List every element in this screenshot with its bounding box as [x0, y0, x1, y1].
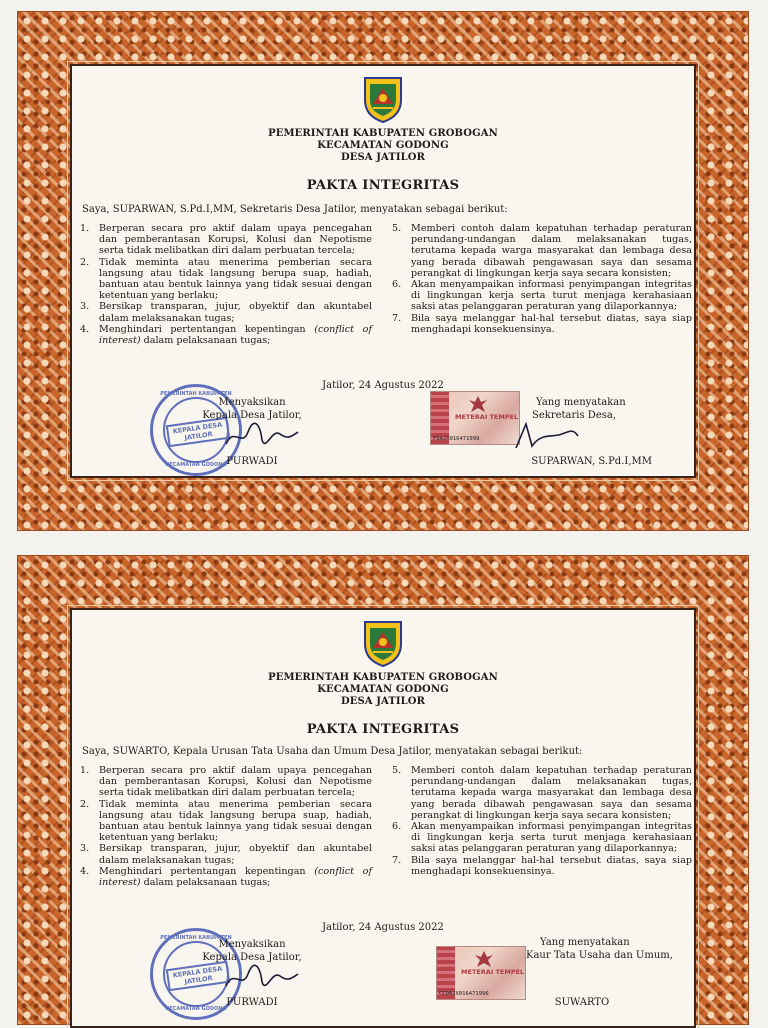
list-item: 5. Memberi contoh dalam kepatuhan terhadap peraturan perundang-undangan dalam melaksanakan tugas, terutama kepada warga masyarakat dan lembaga desa yang berada dibawah pengawasan saya dan sesama perangkat di lingkungan kerja saya secara konsisten; [392, 765, 692, 821]
declarant-name: SUPARWAN, S.Pd.I,MM [531, 456, 652, 467]
list-item: 4. Menghindari pertentangan kepentingan (conflict of interest) dalam pelaksanaan tugas; [80, 865, 372, 889]
meterai-duty-stamp-icon: METERAI TEMPEL F3AJX016471999 [430, 391, 520, 445]
intro-statement: Saya, SUWARTO, Kepala Urusan Tata Usaha dan Umum Desa Jatilor, menyatakan sebagai berikut: [82, 746, 583, 757]
list-item: 4. Menghindari pertentangan kepentingan (conflict of interest) dalam pelaksanaan tugas; [80, 323, 372, 347]
signing-date: Jatilor, 24 Agustus 2022 [322, 380, 444, 391]
list-item: 3. Bersikap transparan, jujur, obyektif dan akuntabel dalam melaksanakan tugas; [80, 301, 372, 324]
header-block [72, 672, 694, 708]
document-title: PAKTA INTEGRITAS [306, 178, 460, 193]
header-block [72, 128, 694, 164]
signature-icon [222, 960, 302, 996]
list-item: 5. Memberi contoh dalam kepatuhan terhadap peraturan perundang-undangan dalam melaksanakan tugas, terutama kepada warga masyarakat dan lembaga desa yang berada dibawah pengawasan saya dan sesama perangkat di lingkungan kerja saya secara konsisten; [392, 223, 692, 279]
list-item: 1. Berperan secara pro aktif dalam upaya pencegahan dan pemberantasan Korupsi, Kolusi dan Nepotisme serta tidak melibatkan diri dalam perbuatan tercela; [80, 765, 372, 799]
declarant-title: Kaur Tata Usaha dan Umum, [526, 950, 673, 961]
witness-name: PURWADI [226, 456, 278, 467]
meterai-duty-stamp-icon: METERAI TEMPEL CCDAJX016471996 [436, 946, 526, 1000]
certificate-suwarto [18, 556, 748, 1024]
header-village: DESA JATILOR [340, 152, 426, 163]
declarant-title: Sekretaris Desa, [532, 410, 617, 421]
list-item: 6. Akan menyampaikan informasi penyimpangan integritas di lingkungan kerja serta turut menjaga kerahasiaan saksi atas pelanggaran peraturan yang dilaporkannya; [392, 279, 692, 313]
village-head-stamp-icon: PEMERINTAH KABUPATEN KEPALA DESA JATILOR KECAMATAN GODONG [150, 928, 242, 1020]
list-item: 7. Bila saya melanggar hal-hal tersebut diatas, saya siap menghadapi konsekuensinya. [392, 312, 692, 335]
certificate-body [70, 64, 696, 478]
witness-name: PURWADI [226, 997, 278, 1008]
declarant-name: SUWARTO [554, 997, 610, 1008]
header-district: KECAMATAN GODONG [317, 140, 449, 151]
items-left-column [80, 765, 372, 888]
list-item: 2. Tidak meminta atau menerima pemberian secara langsung atau tidak langsung berupa suap, hadiah, bantuan atau bentuk lainnya yang tidak sesuai dengan ketentuan yang berlaku; [80, 256, 372, 302]
items-left-column [80, 223, 372, 346]
witness-title: Kepala Desa Jatilor, [202, 410, 302, 421]
items-right-column [392, 765, 692, 877]
witness-caption: Menyaksikan [218, 939, 286, 950]
list-item: 2. Tidak meminta atau menerima pemberian secara langsung atau tidak langsung berupa suap, hadiah, bantuan atau bentuk lainnya yang tidak sesuai dengan ketentuan yang berlaku; [80, 798, 372, 844]
list-item: 7. Bila saya melanggar hal-hal tersebut diatas, saya siap menghadapi konsekuensinya. [392, 854, 692, 877]
signing-date: Jatilor, 24 Agustus 2022 [322, 922, 444, 933]
grobogan-regency-emblem-icon [361, 618, 405, 668]
certificate-body [70, 608, 696, 1028]
header-regency: PEMERINTAH KABUPATEN GROBOGAN [268, 128, 498, 139]
signature-icon [222, 418, 302, 454]
certificate-suparwan [18, 12, 748, 530]
witness-title: Kepala Desa Jatilor, [202, 952, 302, 963]
list-item: 6. Akan menyampaikan informasi penyimpangan integritas di lingkungan kerja serta turut menjaga kerahasiaan saksi atas pelanggaran peraturan yang dilaporkannya; [392, 821, 692, 855]
list-item: 1. Berperan secara pro aktif dalam upaya pencegahan dan pemberantasan Korupsi, Kolusi dan Nepotisme serta tidak melibatkan diri dalam perbuatan tercela; [80, 223, 372, 257]
signature-icon [512, 418, 582, 452]
items-right-column [392, 223, 692, 335]
header-village: DESA JATILOR [340, 696, 426, 707]
declarant-caption: Yang menyatakan [540, 937, 630, 948]
list-item: 3. Bersikap transparan, jujur, obyektif dan akuntabel dalam melaksanakan tugas; [80, 843, 372, 866]
intro-statement: Saya, SUPARWAN, S.Pd.I,MM, Sekretaris Desa Jatilor, menyatakan sebagai berikut: [82, 204, 508, 215]
declarant-caption: Yang menyatakan [536, 397, 626, 408]
grobogan-regency-emblem-icon [361, 74, 405, 124]
document-title: PAKTA INTEGRITAS [306, 722, 460, 737]
declarant-block [492, 936, 692, 962]
village-head-stamp-icon: PEMERINTAH KABUPATEN KEPALA DESA JATILOR KECAMATAN GODONG [150, 384, 242, 476]
header-regency: PEMERINTAH KABUPATEN GROBOGAN [268, 672, 498, 683]
header-district: KECAMATAN GODONG [317, 684, 449, 695]
witness-caption: Menyaksikan [218, 397, 286, 408]
